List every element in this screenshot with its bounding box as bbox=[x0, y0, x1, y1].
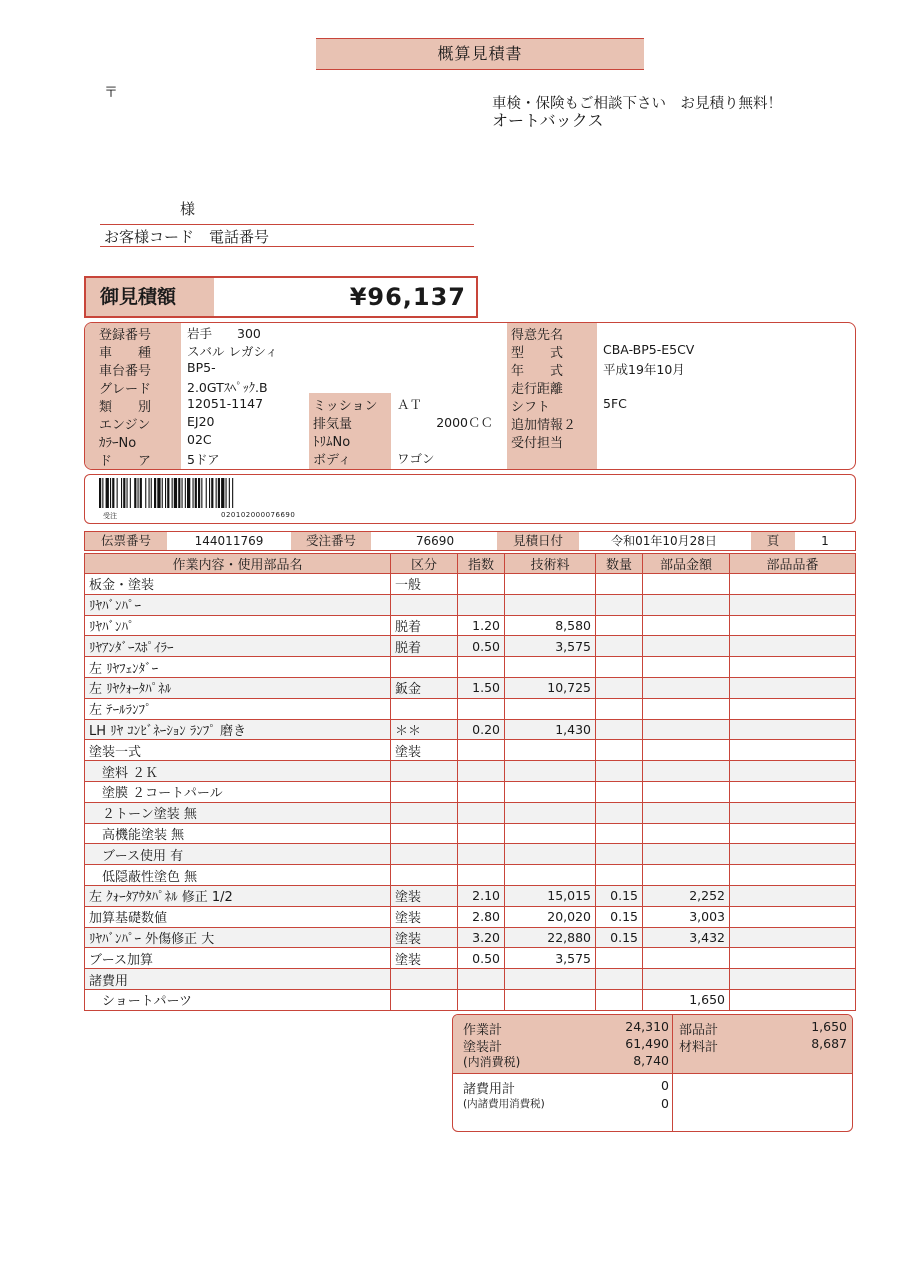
table-cell bbox=[596, 636, 643, 657]
table-cell: 15,015 bbox=[505, 885, 596, 906]
table-cell bbox=[596, 948, 643, 969]
table-cell: 鈑金 bbox=[391, 677, 458, 698]
table-cell: 塗装 bbox=[391, 885, 458, 906]
mid-label-2: ﾄﾘﾑNo bbox=[313, 435, 351, 450]
customer-code-label: お客様コード 電話番号 bbox=[104, 228, 270, 246]
table-cell: 塗装 bbox=[391, 906, 458, 927]
table-cell bbox=[643, 615, 730, 636]
table-cell: ﾘﾔｱﾝﾀﾞｰｽﾎﾟｲﾗｰ bbox=[85, 636, 391, 657]
table-cell bbox=[458, 844, 505, 865]
table-cell bbox=[458, 574, 505, 595]
table-cell bbox=[391, 781, 458, 802]
mid-value-3: ワゴン bbox=[397, 451, 435, 466]
material-total-label: 材料計 bbox=[679, 1040, 719, 1055]
table-cell: 脱着 bbox=[391, 636, 458, 657]
order-number: 76690 bbox=[415, 534, 455, 548]
table-cell: 左 ﾃｰﾙﾗﾝﾌﾟ bbox=[85, 698, 391, 719]
table-cell: 塗装一式 bbox=[85, 740, 391, 761]
table-cell bbox=[596, 615, 643, 636]
tax-value: 8,740 bbox=[633, 1053, 669, 1068]
table-cell bbox=[505, 574, 596, 595]
table-cell bbox=[643, 761, 730, 782]
table-cell bbox=[730, 969, 856, 990]
right-label-1: 型 式 bbox=[511, 346, 564, 361]
table-cell: 3,575 bbox=[505, 948, 596, 969]
table-row bbox=[85, 948, 856, 969]
table-cell: 高機能塗装 無 bbox=[85, 823, 391, 844]
left-value-1: スバル レガシィ bbox=[187, 344, 278, 359]
table-cell bbox=[596, 969, 643, 990]
left-label-0: 登録番号 bbox=[99, 328, 152, 343]
table-cell: 1.20 bbox=[458, 615, 505, 636]
table-cell bbox=[458, 761, 505, 782]
table-row bbox=[85, 594, 856, 615]
table-row bbox=[85, 719, 856, 740]
table-cell: 3,432 bbox=[643, 927, 730, 948]
table-cell bbox=[505, 823, 596, 844]
right-label-4: シフト bbox=[511, 400, 551, 415]
left-label-1: 車 種 bbox=[99, 346, 152, 361]
table-cell: 0.15 bbox=[596, 906, 643, 927]
customer-name-line bbox=[100, 224, 474, 225]
table-cell bbox=[730, 698, 856, 719]
page-label: 頁 bbox=[751, 532, 795, 550]
table-cell: 左 ｸｫｰﾀｱｳﾀﾊﾟﾈﾙ 修正 1/2 bbox=[85, 885, 391, 906]
table-cell: 加算基礎数値 bbox=[85, 906, 391, 927]
table-cell bbox=[596, 677, 643, 698]
table-cell bbox=[643, 657, 730, 678]
table-cell bbox=[391, 657, 458, 678]
table-cell: 1,650 bbox=[643, 989, 730, 1010]
header-category: 区分 bbox=[391, 554, 458, 574]
table-cell: LH ﾘﾔ ｺﾝﾋﾞﾈｰｼｮﾝ ﾗﾝﾌﾟ 磨き bbox=[85, 719, 391, 740]
table-cell bbox=[730, 657, 856, 678]
table-row bbox=[85, 885, 856, 906]
table-cell bbox=[730, 844, 856, 865]
left-label-2: 車台番号 bbox=[99, 364, 152, 379]
table-cell: 左 ﾘﾔｸｫｰﾀﾊﾟﾈﾙ bbox=[85, 677, 391, 698]
table-cell: 8,580 bbox=[505, 615, 596, 636]
mid-label-0: ミッション bbox=[313, 399, 378, 414]
left-value-5: EJ20 bbox=[187, 414, 215, 429]
table-row bbox=[85, 677, 856, 698]
table-cell bbox=[596, 719, 643, 740]
table-cell bbox=[596, 865, 643, 886]
table-cell bbox=[596, 594, 643, 615]
table-cell bbox=[596, 761, 643, 782]
table-cell bbox=[730, 927, 856, 948]
table-cell bbox=[730, 885, 856, 906]
table-cell: 3,003 bbox=[643, 906, 730, 927]
summary-divider-h bbox=[453, 1073, 852, 1074]
vehicle-info-panel bbox=[84, 322, 856, 470]
table-cell: 2.80 bbox=[458, 906, 505, 927]
table-cell bbox=[391, 844, 458, 865]
table-cell bbox=[643, 823, 730, 844]
table-cell bbox=[730, 594, 856, 615]
table-cell bbox=[391, 594, 458, 615]
table-cell bbox=[643, 802, 730, 823]
table-cell bbox=[458, 989, 505, 1010]
work-total-value: 24,310 bbox=[625, 1019, 669, 1034]
slogan: 車検・保険もご相談下さい お見積り無料！ bbox=[492, 96, 782, 112]
table-cell bbox=[730, 615, 856, 636]
table-cell: 板金・塗装 bbox=[85, 574, 391, 595]
table-cell: 10,725 bbox=[505, 677, 596, 698]
table-cell bbox=[458, 657, 505, 678]
table-cell: ﾘﾔﾊﾞﾝﾊﾟｰ 外傷修正 大 bbox=[85, 927, 391, 948]
fees-tax-label: (内諸費用消費税) bbox=[463, 1098, 545, 1110]
table-cell: 20,020 bbox=[505, 906, 596, 927]
left-value-0: 岩手 300 bbox=[187, 326, 261, 341]
table-row bbox=[85, 636, 856, 657]
table-cell: 左 ﾘﾔﾌｪﾝﾀﾞｰ bbox=[85, 657, 391, 678]
table-cell bbox=[730, 823, 856, 844]
fees-tax-value: 0 bbox=[661, 1096, 669, 1111]
table-cell bbox=[458, 865, 505, 886]
shop-name: オートバックス bbox=[492, 111, 604, 130]
right-label-6: 受付担当 bbox=[511, 436, 564, 451]
estimate-date: 令和01年10月28日 bbox=[611, 534, 717, 548]
table-cell: 0.15 bbox=[596, 885, 643, 906]
table-row bbox=[85, 989, 856, 1010]
table-cell: 22,880 bbox=[505, 927, 596, 948]
table-cell bbox=[643, 698, 730, 719]
table-cell bbox=[643, 740, 730, 761]
table-cell bbox=[596, 657, 643, 678]
barcode-panel bbox=[84, 474, 856, 524]
left-label-7: ド ア bbox=[99, 454, 152, 469]
table-cell bbox=[505, 781, 596, 802]
table-cell bbox=[391, 823, 458, 844]
table-cell bbox=[458, 781, 505, 802]
table-cell: 3,575 bbox=[505, 636, 596, 657]
header-index: 指数 bbox=[458, 554, 505, 574]
table-cell bbox=[505, 969, 596, 990]
table-cell: 0.15 bbox=[596, 927, 643, 948]
right-value-2: 平成19年10月 bbox=[603, 362, 685, 377]
table-cell bbox=[643, 719, 730, 740]
slip-number-label: 伝票番号 bbox=[85, 532, 167, 550]
fees-total-value: 0 bbox=[661, 1078, 669, 1093]
table-cell bbox=[458, 594, 505, 615]
table-row bbox=[85, 823, 856, 844]
table-cell bbox=[730, 677, 856, 698]
table-cell bbox=[643, 781, 730, 802]
table-row bbox=[85, 802, 856, 823]
tax-label: (内消費税) bbox=[463, 1055, 521, 1069]
table-cell bbox=[730, 574, 856, 595]
left-value-2: BP5- bbox=[187, 360, 216, 375]
table-row bbox=[85, 761, 856, 782]
mid-value-0: ＡＴ bbox=[397, 397, 423, 412]
table-cell bbox=[505, 594, 596, 615]
table-cell bbox=[505, 989, 596, 1010]
table-cell bbox=[730, 802, 856, 823]
table-cell bbox=[596, 698, 643, 719]
left-value-6: 02C bbox=[187, 432, 212, 447]
table-row bbox=[85, 698, 856, 719]
table-cell bbox=[730, 761, 856, 782]
table-cell bbox=[643, 594, 730, 615]
table-cell: ﾘﾔﾊﾞﾝﾊﾟ bbox=[85, 615, 391, 636]
left-label-4: 類 別 bbox=[99, 400, 152, 415]
table-row bbox=[85, 865, 856, 886]
header-work: 作業内容・使用部品名 bbox=[85, 554, 391, 574]
table-cell: 0.50 bbox=[458, 948, 505, 969]
table-cell bbox=[730, 948, 856, 969]
material-total-value: 8,687 bbox=[811, 1036, 847, 1051]
table-cell bbox=[730, 865, 856, 886]
table-cell bbox=[391, 969, 458, 990]
table-cell bbox=[596, 823, 643, 844]
table-row bbox=[85, 740, 856, 761]
table-cell bbox=[643, 865, 730, 886]
table-cell: 塗装 bbox=[391, 927, 458, 948]
table-cell bbox=[505, 865, 596, 886]
table-cell bbox=[730, 719, 856, 740]
table-cell: ＊＊ bbox=[391, 719, 458, 740]
left-value-4: 12051-1147 bbox=[187, 396, 264, 411]
table-cell bbox=[458, 802, 505, 823]
table-cell: 一般 bbox=[391, 574, 458, 595]
barcode-number: 020102000076690 bbox=[221, 511, 296, 519]
customer-code-line bbox=[100, 246, 474, 247]
table-cell bbox=[730, 740, 856, 761]
table-cell bbox=[596, 802, 643, 823]
table-cell: ショートパーツ bbox=[85, 989, 391, 1010]
left-value-3: 2.0GTｽﾍﾟｯｸ.B bbox=[187, 380, 268, 395]
table-cell bbox=[458, 823, 505, 844]
table-cell bbox=[596, 781, 643, 802]
table-row bbox=[85, 657, 856, 678]
header-parts-amount: 部品金額 bbox=[643, 554, 730, 574]
table-cell bbox=[505, 844, 596, 865]
table-cell bbox=[730, 636, 856, 657]
table-row bbox=[85, 781, 856, 802]
table-cell bbox=[458, 740, 505, 761]
estimate-total-value: ¥96,137 bbox=[349, 283, 466, 311]
table-cell: 0.50 bbox=[458, 636, 505, 657]
table-row bbox=[85, 927, 856, 948]
header-part-number: 部品品番 bbox=[730, 554, 856, 574]
customer-honorific: 様 bbox=[180, 200, 196, 218]
table-cell: 低隠蔽性塗色 無 bbox=[85, 865, 391, 886]
parts-total-value: 1,650 bbox=[811, 1019, 847, 1034]
table-cell bbox=[391, 802, 458, 823]
document-title: 概算見積書 bbox=[316, 38, 644, 70]
paint-total-value: 61,490 bbox=[625, 1036, 669, 1051]
table-cell bbox=[643, 677, 730, 698]
slip-info-row bbox=[84, 531, 856, 551]
table-cell bbox=[391, 698, 458, 719]
estimate-date-label: 見積日付 bbox=[497, 532, 579, 550]
table-row bbox=[85, 906, 856, 927]
slip-number: 144011769 bbox=[194, 534, 264, 548]
table-cell bbox=[505, 802, 596, 823]
work-items-table bbox=[84, 553, 856, 1011]
table-cell: ブース加算 bbox=[85, 948, 391, 969]
table-cell bbox=[505, 740, 596, 761]
table-cell bbox=[730, 906, 856, 927]
table-cell: 1,430 bbox=[505, 719, 596, 740]
right-label-2: 年 式 bbox=[511, 364, 564, 379]
table-cell: 脱着 bbox=[391, 615, 458, 636]
right-label-3: 走行距離 bbox=[511, 382, 564, 397]
table-cell bbox=[391, 865, 458, 886]
table-cell bbox=[730, 781, 856, 802]
table-cell bbox=[458, 969, 505, 990]
postal-mark: 〒 bbox=[104, 85, 118, 101]
table-cell bbox=[505, 761, 596, 782]
table-cell bbox=[643, 636, 730, 657]
mid-value-1: 2000ＣＣ bbox=[436, 415, 493, 430]
table-cell: ２トーン塗装 無 bbox=[85, 802, 391, 823]
fees-total-label: 諸費用計 bbox=[463, 1082, 516, 1097]
table-row bbox=[85, 969, 856, 990]
table-cell bbox=[643, 844, 730, 865]
table-cell bbox=[730, 989, 856, 1010]
estimate-total-box bbox=[84, 276, 478, 318]
totals-summary-panel bbox=[452, 1014, 853, 1132]
table-cell: 2.10 bbox=[458, 885, 505, 906]
table-cell: 塗装 bbox=[391, 740, 458, 761]
table-header-row bbox=[85, 554, 856, 574]
table-cell: 塗膜 ２コートパール bbox=[85, 781, 391, 802]
work-total-label: 作業計 bbox=[463, 1023, 503, 1038]
paint-total-label: 塗装計 bbox=[463, 1040, 503, 1055]
left-label-6: ｶﾗｰNo bbox=[99, 436, 137, 451]
left-value-7: 5ドア bbox=[187, 452, 220, 467]
table-cell: 諸費用 bbox=[85, 969, 391, 990]
mid-label-1: 排気量 bbox=[313, 417, 353, 432]
barcode-caption: 受注 bbox=[103, 512, 117, 520]
parts-total-label: 部品計 bbox=[679, 1023, 719, 1038]
mid-label-3: ボディ bbox=[313, 453, 351, 468]
estimate-total-label: 御見積額 bbox=[86, 278, 214, 316]
page-number: 1 bbox=[821, 534, 829, 548]
table-cell: 3.20 bbox=[458, 927, 505, 948]
table-cell bbox=[643, 969, 730, 990]
table-cell bbox=[596, 574, 643, 595]
left-label-3: グレード bbox=[99, 382, 152, 397]
table-cell: 0.20 bbox=[458, 719, 505, 740]
right-value-1: CBA-BP5-E5CV bbox=[603, 342, 695, 357]
table-cell: 塗料 ２Ｋ bbox=[85, 761, 391, 782]
table-cell bbox=[596, 844, 643, 865]
table-cell bbox=[391, 989, 458, 1010]
header-labor-fee: 技術料 bbox=[505, 554, 596, 574]
table-row bbox=[85, 844, 856, 865]
barcode-graphic bbox=[99, 478, 339, 508]
table-cell: ﾘﾔﾊﾞﾝﾊﾟｰ bbox=[85, 594, 391, 615]
table-cell bbox=[391, 761, 458, 782]
table-row bbox=[85, 615, 856, 636]
table-cell bbox=[643, 574, 730, 595]
table-cell: ブース使用 有 bbox=[85, 844, 391, 865]
table-row bbox=[85, 574, 856, 595]
left-label-5: エンジン bbox=[99, 418, 151, 433]
table-cell bbox=[505, 698, 596, 719]
table-cell bbox=[596, 740, 643, 761]
table-cell bbox=[505, 657, 596, 678]
right-value-4: 5FC bbox=[603, 396, 627, 411]
right-label-0: 得意先名 bbox=[511, 328, 564, 343]
table-cell: 2,252 bbox=[643, 885, 730, 906]
table-cell: 塗装 bbox=[391, 948, 458, 969]
table-cell: 1.50 bbox=[458, 677, 505, 698]
table-cell bbox=[458, 698, 505, 719]
right-label-5: 追加情報２ bbox=[511, 418, 577, 433]
table-cell bbox=[643, 948, 730, 969]
order-number-label: 受注番号 bbox=[291, 532, 371, 550]
table-cell bbox=[596, 989, 643, 1010]
header-quantity: 数量 bbox=[596, 554, 643, 574]
